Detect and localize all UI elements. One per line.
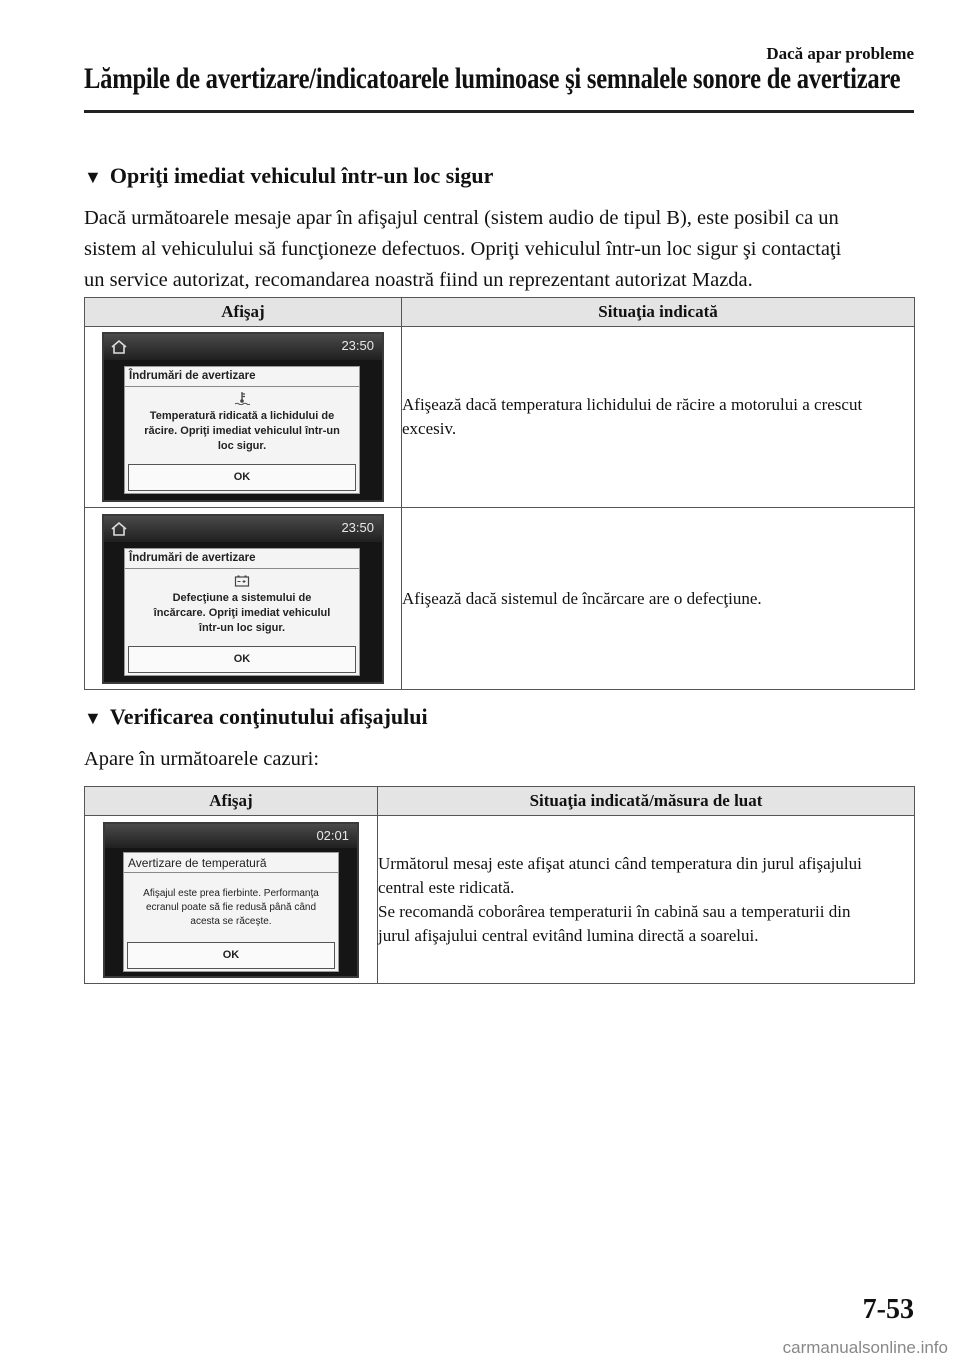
dialog-message-line: Defecţiune a sistemului de bbox=[172, 591, 312, 604]
column-header-display: Afişaj bbox=[85, 787, 378, 816]
display-cell bbox=[85, 327, 402, 508]
dialog-message bbox=[129, 409, 355, 454]
situation-cell bbox=[402, 508, 915, 690]
section-title bbox=[84, 163, 493, 189]
page-header-title: Lămpile de avertizare/indicatoarele luminoase şi semnalele sonore de avertizare bbox=[84, 62, 901, 95]
ok-button[interactable]: OK bbox=[127, 942, 335, 969]
dialog-title: Îndrumări de avertizare bbox=[129, 370, 256, 382]
warning-dialog bbox=[124, 548, 360, 676]
situation-cell bbox=[402, 327, 915, 508]
dialog-title: Îndrumări de avertizare bbox=[129, 551, 256, 564]
warning-table bbox=[84, 297, 915, 690]
dialog-message-line: răcire. Opriţi imediat vehiculul într-un bbox=[144, 425, 340, 437]
column-header-situation: Situaţia indicată bbox=[402, 298, 915, 327]
section-title bbox=[84, 704, 428, 730]
description-line: excesiv. bbox=[402, 419, 457, 438]
dialog-message bbox=[128, 887, 334, 929]
ok-button[interactable]: OK bbox=[128, 464, 356, 491]
display-cell bbox=[85, 508, 402, 690]
column-header-display: Afişaj bbox=[85, 298, 402, 327]
page-number: 7-53 bbox=[862, 1294, 914, 1325]
screen-top-bar bbox=[104, 334, 382, 360]
screen-top-bar bbox=[104, 516, 382, 542]
situation-cell bbox=[378, 816, 915, 984]
dialog-message-line: încărcare. Opriţi imediat vehiculul bbox=[153, 606, 331, 619]
description-line: Afişează dacă sistemul de încărcare are o defecţiune. bbox=[402, 588, 762, 608]
section-intro bbox=[84, 203, 914, 296]
warning-dialog bbox=[124, 366, 360, 494]
triangle-bullet-icon: ▼ bbox=[84, 167, 102, 187]
ok-button[interactable]: OK bbox=[128, 646, 356, 673]
warning-dialog bbox=[123, 852, 339, 972]
table-row bbox=[85, 327, 915, 508]
display-screenshot bbox=[103, 822, 359, 978]
home-icon bbox=[110, 520, 128, 538]
dialog-message-line: într-un loc sigur. bbox=[198, 621, 286, 634]
dialog-title: Avertizare de temperatură bbox=[128, 855, 267, 870]
triangle-bullet-icon: ▼ bbox=[84, 708, 102, 728]
dialog-message-line: loc sigur. bbox=[217, 440, 267, 452]
description-line: central este ridicată. bbox=[378, 877, 515, 897]
intro-line: un service autorizat, recomandarea noastră fiind un reprezentant autorizat Mazda. bbox=[84, 269, 753, 291]
chapter-label: Dacă apar probleme bbox=[766, 44, 914, 63]
description-line: Se recomandă coborârea temperaturii în cabină sau a temperaturii din bbox=[378, 901, 851, 921]
screen-clock: 02:01 bbox=[316, 827, 349, 843]
dialog-divider bbox=[125, 568, 359, 569]
header-rule bbox=[84, 110, 914, 113]
display-screenshot bbox=[102, 514, 384, 684]
dialog-divider bbox=[124, 872, 338, 873]
intro-line: sistem al vehiculului să funcţioneze defectuos. Opriţi vehiculul într-un loc sigur şi contactaţi bbox=[84, 238, 842, 260]
dialog-message-line: ecranul poate să fie redusă până când bbox=[145, 901, 317, 913]
table-header-row bbox=[85, 787, 915, 816]
dialog-divider bbox=[125, 386, 359, 387]
screen-clock: 23:50 bbox=[341, 519, 374, 535]
dialog-message-line: Temperatură ridicată a lichidului de bbox=[149, 410, 335, 422]
column-header-situation: Situaţia indicată/măsura de luat bbox=[378, 787, 915, 816]
section-intro: Apare în următoarele cazuri: bbox=[84, 748, 320, 770]
display-cell bbox=[85, 816, 378, 984]
dialog-message-line: Afişajul este prea fierbinte. Performanţa bbox=[143, 887, 319, 899]
battery-icon bbox=[234, 574, 250, 588]
table-header-row bbox=[85, 298, 915, 327]
dialog-message-line: acesta se răceşte. bbox=[190, 915, 272, 927]
description-line: Afişează dacă temperatura lichidului de răcire a motorului a crescut bbox=[402, 395, 863, 414]
home-icon bbox=[110, 338, 128, 356]
display-check-table bbox=[84, 786, 915, 984]
table-row bbox=[85, 508, 915, 690]
section-title-text: Opriţi imediat vehiculul într-un loc sigur bbox=[109, 163, 494, 188]
coolant-temperature-icon bbox=[234, 391, 250, 405]
intro-line: Dacă următoarele mesaje apar în afişajul central (sistem audio de tipul B), este posibil ca un bbox=[84, 207, 839, 229]
display-screenshot bbox=[102, 332, 384, 502]
screen-clock: 23:50 bbox=[341, 338, 374, 353]
watermark: carmanualsonline.info bbox=[782, 1338, 948, 1357]
table-row bbox=[85, 816, 915, 984]
description-line: jurul afişajului central evitând lumina directă a soarelui. bbox=[378, 925, 759, 945]
section-title-text: Verificarea conţinutului afişajului bbox=[109, 704, 428, 729]
description-line: Următorul mesaj este afişat atunci când temperatura din jurul afişajului bbox=[378, 853, 862, 873]
dialog-message bbox=[129, 591, 355, 636]
